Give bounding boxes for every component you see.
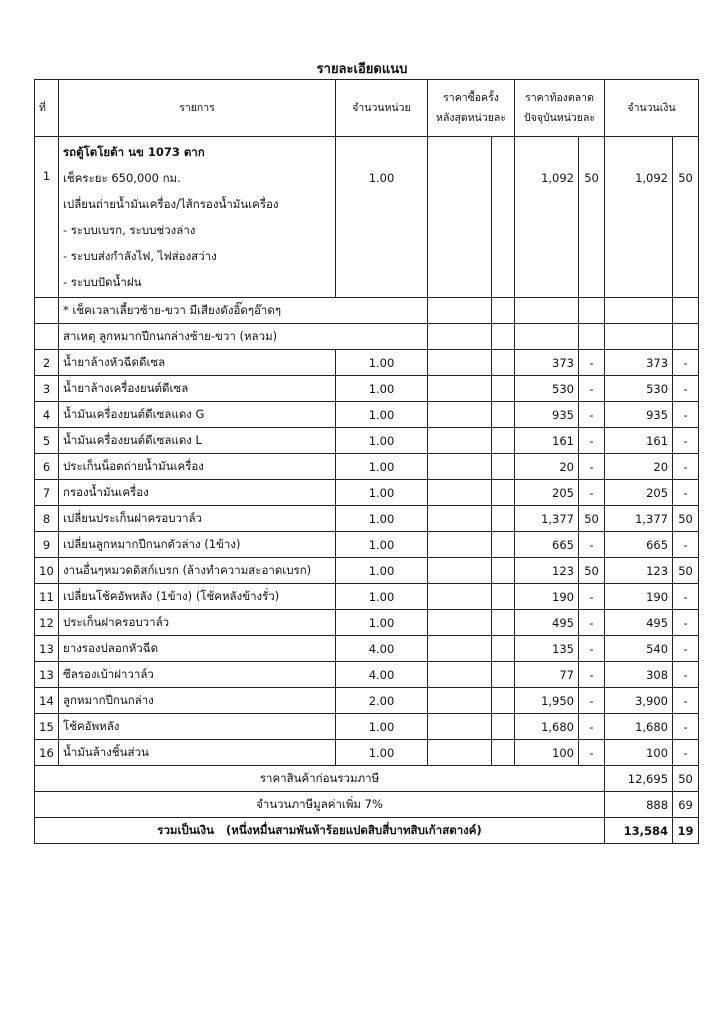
row-last-price-satang: [492, 532, 515, 558]
row-qty: 2.00: [336, 688, 428, 714]
row-cell: [579, 298, 605, 324]
row-total-baht: 3,900: [605, 688, 673, 714]
row-unit-baht: 1,377: [515, 506, 579, 532]
row-last-price-baht: [428, 740, 492, 766]
grand-total-satang: 19: [673, 818, 699, 844]
row-unit-satang: -: [579, 584, 605, 610]
row-qty: 1.00: [336, 376, 428, 402]
row-cell: [428, 324, 492, 350]
vat-label: จำนวนภาษีมูลค่าเพิ่ม 7%: [35, 792, 605, 818]
row-qty: 1.00: [336, 480, 428, 506]
table-row: [35, 610, 699, 636]
row-last-price-satang: [492, 480, 515, 506]
row-total-satang: -: [673, 662, 699, 688]
table-row: [35, 506, 699, 532]
row-item: ลูกหมากปีกนกล่าง: [59, 688, 336, 714]
row-unit-satang: 50: [579, 506, 605, 532]
table-row: [35, 662, 699, 688]
table-row: [35, 688, 699, 714]
row-unit-baht: 135: [515, 636, 579, 662]
row-unit-satang: -: [579, 610, 605, 636]
row-last-price-satang: [492, 662, 515, 688]
row-total-satang: -: [673, 376, 699, 402]
row-total-baht: 1,092: [605, 137, 673, 298]
row-unit-satang: -: [579, 714, 605, 740]
row-last-price-baht: [428, 714, 492, 740]
note-text: * เช็คเวลาเลี้ยวซ้าย-ขวา มีเสียงดังอิ๊ดๆอ๊าดๆ: [59, 298, 428, 324]
row-unit-baht: 1,950: [515, 688, 579, 714]
grand-total-baht: 13,584: [605, 818, 673, 844]
row-last-price-satang: [492, 376, 515, 402]
row-last-price-baht: [428, 688, 492, 714]
row-item: ยางรองปลอกหัวฉีด: [59, 636, 336, 662]
row-total-satang: -: [673, 454, 699, 480]
row-last-price-baht: [428, 584, 492, 610]
subtotal-satang: 50: [673, 766, 699, 792]
row-no: 10: [35, 558, 59, 584]
row-total-baht: 373: [605, 350, 673, 376]
subtotal-row: [35, 766, 699, 792]
row-no: [35, 324, 59, 350]
header-market-price-line1: ราคาท้องตลาด: [525, 92, 594, 104]
row-unit-baht: 100: [515, 740, 579, 766]
row-unit-baht: 20: [515, 454, 579, 480]
row-item: ประเก็นฝาครอบวาล์ว: [59, 610, 336, 636]
row-cell: [673, 298, 699, 324]
table-row: [35, 558, 699, 584]
row-qty: 1.00: [336, 610, 428, 636]
row-unit-satang: 50: [579, 558, 605, 584]
row-item: ประเก็นน็อตถ่ายน้ำมันเครื่อง: [59, 454, 336, 480]
row-cell: [579, 324, 605, 350]
item-line: รถตู้โตโยต้า นข 1073 ตาก: [63, 145, 205, 159]
row-total-satang: 50: [673, 137, 699, 298]
row-last-price-satang: [492, 402, 515, 428]
row-total-satang: -: [673, 428, 699, 454]
row-last-price-satang: [492, 584, 515, 610]
row-total-baht: 540: [605, 636, 673, 662]
row-qty: 1.00: [336, 740, 428, 766]
row-qty: 4.00: [336, 636, 428, 662]
header-last-price-line2: หลังสุดหน่วยละ: [436, 112, 506, 124]
row-unit-baht: 205: [515, 480, 579, 506]
grand-total-label-cell: [35, 818, 605, 844]
row-total-baht: 20: [605, 454, 673, 480]
row-cell: [605, 298, 673, 324]
table-row: [35, 740, 699, 766]
row-unit-satang: -: [579, 402, 605, 428]
row-qty: 1.00: [336, 350, 428, 376]
row-unit-satang: -: [579, 350, 605, 376]
row-last-price-satang: [492, 350, 515, 376]
row-no: 9: [35, 532, 59, 558]
row-total-satang: 50: [673, 558, 699, 584]
row-no: 16: [35, 740, 59, 766]
table-row: [35, 350, 699, 376]
row-unit-baht: 190: [515, 584, 579, 610]
row-qty: 1.00: [336, 137, 428, 298]
note-text: สาเหตุ ลูกหมากปีกนกล่างซ้าย-ขวา (หลวม): [59, 324, 428, 350]
header-market-price-line2: ปัจจุบันหน่วยละ: [523, 112, 596, 124]
row-unit-satang: -: [579, 428, 605, 454]
row-item: งานอื่นๆหมวดดิสก์เบรก (ล้างทำความสะอาดเบรก): [59, 558, 336, 584]
row-total-baht: 308: [605, 662, 673, 688]
row-item: น้ำยาล้างเครื่องยนต์ดีเซล: [59, 376, 336, 402]
row-no: 3: [35, 376, 59, 402]
row-unit-satang: -: [579, 532, 605, 558]
subtotal-label: ราคาสินค้าก่อนรวมภาษี: [35, 766, 605, 792]
row-last-price-baht: [428, 402, 492, 428]
item-line: เช็คระยะ 650,000 กม.: [63, 171, 181, 185]
row-total-baht: 530: [605, 376, 673, 402]
row-last-price-baht: [428, 532, 492, 558]
row-total-baht: 665: [605, 532, 673, 558]
row-qty: 1.00: [336, 714, 428, 740]
row-no: 15: [35, 714, 59, 740]
row-last-price-baht: [428, 376, 492, 402]
table-row: [35, 376, 699, 402]
row-total-baht: 205: [605, 480, 673, 506]
table-row: [35, 402, 699, 428]
row-qty: 1.00: [336, 532, 428, 558]
item-line: เปลี่ยนถ่ายน้ำมันเครื่อง/ไส้กรองน้ำมันเครื่อง: [63, 197, 279, 211]
row-unit-baht: 665: [515, 532, 579, 558]
row-item: น้ำมันเครื่องยนต์ดีเซลแดง L: [59, 428, 336, 454]
row-unit-satang: -: [579, 376, 605, 402]
row-item: เปลี่ยนลูกหมากปีกนกตัวล่าง (1ข้าง): [59, 532, 336, 558]
row-unit-baht: 161: [515, 428, 579, 454]
row-last-price-satang: [492, 558, 515, 584]
row-last-price-satang: [492, 610, 515, 636]
row-total-satang: -: [673, 350, 699, 376]
row-total-baht: 100: [605, 740, 673, 766]
row-cell: [673, 324, 699, 350]
row-item: เปลี่ยนประเก็นฝาครอบวาล์ว: [59, 506, 336, 532]
row-unit-satang: -: [579, 480, 605, 506]
table-row: [35, 428, 699, 454]
row-qty: 1.00: [336, 428, 428, 454]
row-last-price-baht: [428, 137, 492, 298]
item-line: - ระบบส่งกำลังไฟ, ไฟส่องสว่าง: [63, 249, 217, 263]
table-row: [35, 636, 699, 662]
row-total-satang: -: [673, 584, 699, 610]
row-unit-satang: 50: [579, 137, 605, 298]
row-item: น้ำยาล้างหัวฉีดดีเซล: [59, 350, 336, 376]
row-no: 2: [35, 350, 59, 376]
row-total-baht: 123: [605, 558, 673, 584]
vat-row: [35, 792, 699, 818]
row-no: 8: [35, 506, 59, 532]
row-last-price-satang: [492, 428, 515, 454]
details-table: [34, 79, 699, 844]
row-item: กรองน้ำมันเครื่อง: [59, 480, 336, 506]
row-qty: 1.00: [336, 506, 428, 532]
grand-total-row: [35, 818, 699, 844]
row-item: เปลี่ยนโช้คอัพหลัง (1ข้าง) (โช้คหลังข้างรั่ว): [59, 584, 336, 610]
row-no: 5: [35, 428, 59, 454]
table-header-row: [35, 80, 699, 137]
header-no: ที่: [35, 80, 59, 137]
grand-total-label: รวมเป็นเงิน: [157, 822, 214, 837]
row-no: 6: [35, 454, 59, 480]
row-total-baht: 1,680: [605, 714, 673, 740]
row-qty: 1.00: [336, 558, 428, 584]
row-item: ซีลรองเบ้าฝาวาล์ว: [59, 662, 336, 688]
row-last-price-satang: [492, 636, 515, 662]
row-last-price-baht: [428, 454, 492, 480]
row-no: 14: [35, 688, 59, 714]
table-row: [35, 532, 699, 558]
row-cell: [428, 298, 492, 324]
row-unit-satang: -: [579, 636, 605, 662]
row-last-price-satang: [492, 714, 515, 740]
table-row: [35, 714, 699, 740]
vat-baht: 888: [605, 792, 673, 818]
row-unit-baht: 495: [515, 610, 579, 636]
row-total-satang: -: [673, 688, 699, 714]
row-last-price-baht: [428, 636, 492, 662]
row-total-satang: -: [673, 532, 699, 558]
row-qty: 4.00: [336, 662, 428, 688]
header-last-price-line1: ราคาซื้อครั้ง: [443, 92, 499, 104]
row-total-baht: 161: [605, 428, 673, 454]
item-line: - ระบบเบรก, ระบบช่วงล่าง: [63, 223, 196, 237]
vat-satang: 69: [673, 792, 699, 818]
row-last-price-baht: [428, 428, 492, 454]
row-total-satang: -: [673, 636, 699, 662]
row-no: [35, 298, 59, 324]
row-no: 11: [35, 584, 59, 610]
row-cell: [492, 298, 515, 324]
row-total-baht: 495: [605, 610, 673, 636]
row-item: น้ำมันเครื่องยนต์ดีเซลแดง G: [59, 402, 336, 428]
row-last-price-baht: [428, 558, 492, 584]
row-total-satang: -: [673, 610, 699, 636]
table-row: [35, 454, 699, 480]
row-total-baht: 190: [605, 584, 673, 610]
row-unit-baht: 1,092: [515, 137, 579, 298]
item-line: - ระบบปัดน้ำฝน: [63, 275, 142, 289]
header-qty: จำนวนหน่วย: [336, 80, 428, 137]
row-cell: [515, 298, 579, 324]
header-amount: จำนวนเงิน: [605, 80, 699, 137]
grand-total-words: (หนึ่งหมื่นสามพันห้าร้อยแปดสิบสี่บาทสิบเก้าสตางค์): [226, 822, 482, 837]
row-unit-satang: -: [579, 688, 605, 714]
row-no: 1: [35, 137, 59, 298]
table-row: [35, 480, 699, 506]
row-item: น้ำมันล้างชิ้นส่วน: [59, 740, 336, 766]
row-total-satang: 50: [673, 506, 699, 532]
row-last-price-baht: [428, 610, 492, 636]
row-total-baht: 935: [605, 402, 673, 428]
page-title: รายละเอียดแนบ: [316, 62, 408, 77]
row-no: 12: [35, 610, 59, 636]
row-unit-satang: -: [579, 740, 605, 766]
row-cell: [492, 324, 515, 350]
row-qty: 1.00: [336, 402, 428, 428]
row-unit-baht: 935: [515, 402, 579, 428]
row-total-satang: -: [673, 714, 699, 740]
row-last-price-satang: [492, 506, 515, 532]
row-unit-satang: -: [579, 662, 605, 688]
row-last-price-satang: [492, 454, 515, 480]
header-last-price: [428, 80, 515, 137]
row-unit-baht: 1,680: [515, 714, 579, 740]
row-unit-baht: 77: [515, 662, 579, 688]
row-total-baht: 1,377: [605, 506, 673, 532]
row-last-price-baht: [428, 480, 492, 506]
table-row-first-item: [35, 137, 699, 298]
row-no: 7: [35, 480, 59, 506]
row-no: 13: [35, 662, 59, 688]
row-no: 13: [35, 636, 59, 662]
row-item: [59, 137, 336, 298]
row-item: โช้คอัพหลัง: [59, 714, 336, 740]
row-qty: 1.00: [336, 454, 428, 480]
header-market-price: [515, 80, 605, 137]
row-last-price-satang: [492, 740, 515, 766]
row-unit-satang: -: [579, 454, 605, 480]
row-total-satang: -: [673, 740, 699, 766]
table-row: [35, 584, 699, 610]
row-last-price-baht: [428, 506, 492, 532]
row-total-satang: -: [673, 480, 699, 506]
row-cell: [605, 324, 673, 350]
row-qty: 1.00: [336, 584, 428, 610]
table-row-note: [35, 324, 699, 350]
row-last-price-satang: [492, 137, 515, 298]
row-last-price-baht: [428, 662, 492, 688]
row-cell: [515, 324, 579, 350]
row-total-satang: -: [673, 402, 699, 428]
row-unit-baht: 530: [515, 376, 579, 402]
row-last-price-satang: [492, 688, 515, 714]
row-unit-baht: 123: [515, 558, 579, 584]
row-unit-baht: 373: [515, 350, 579, 376]
subtotal-baht: 12,695: [605, 766, 673, 792]
row-no: 4: [35, 402, 59, 428]
header-item: รายการ: [59, 80, 336, 137]
table-row-note: [35, 298, 699, 324]
row-last-price-baht: [428, 350, 492, 376]
